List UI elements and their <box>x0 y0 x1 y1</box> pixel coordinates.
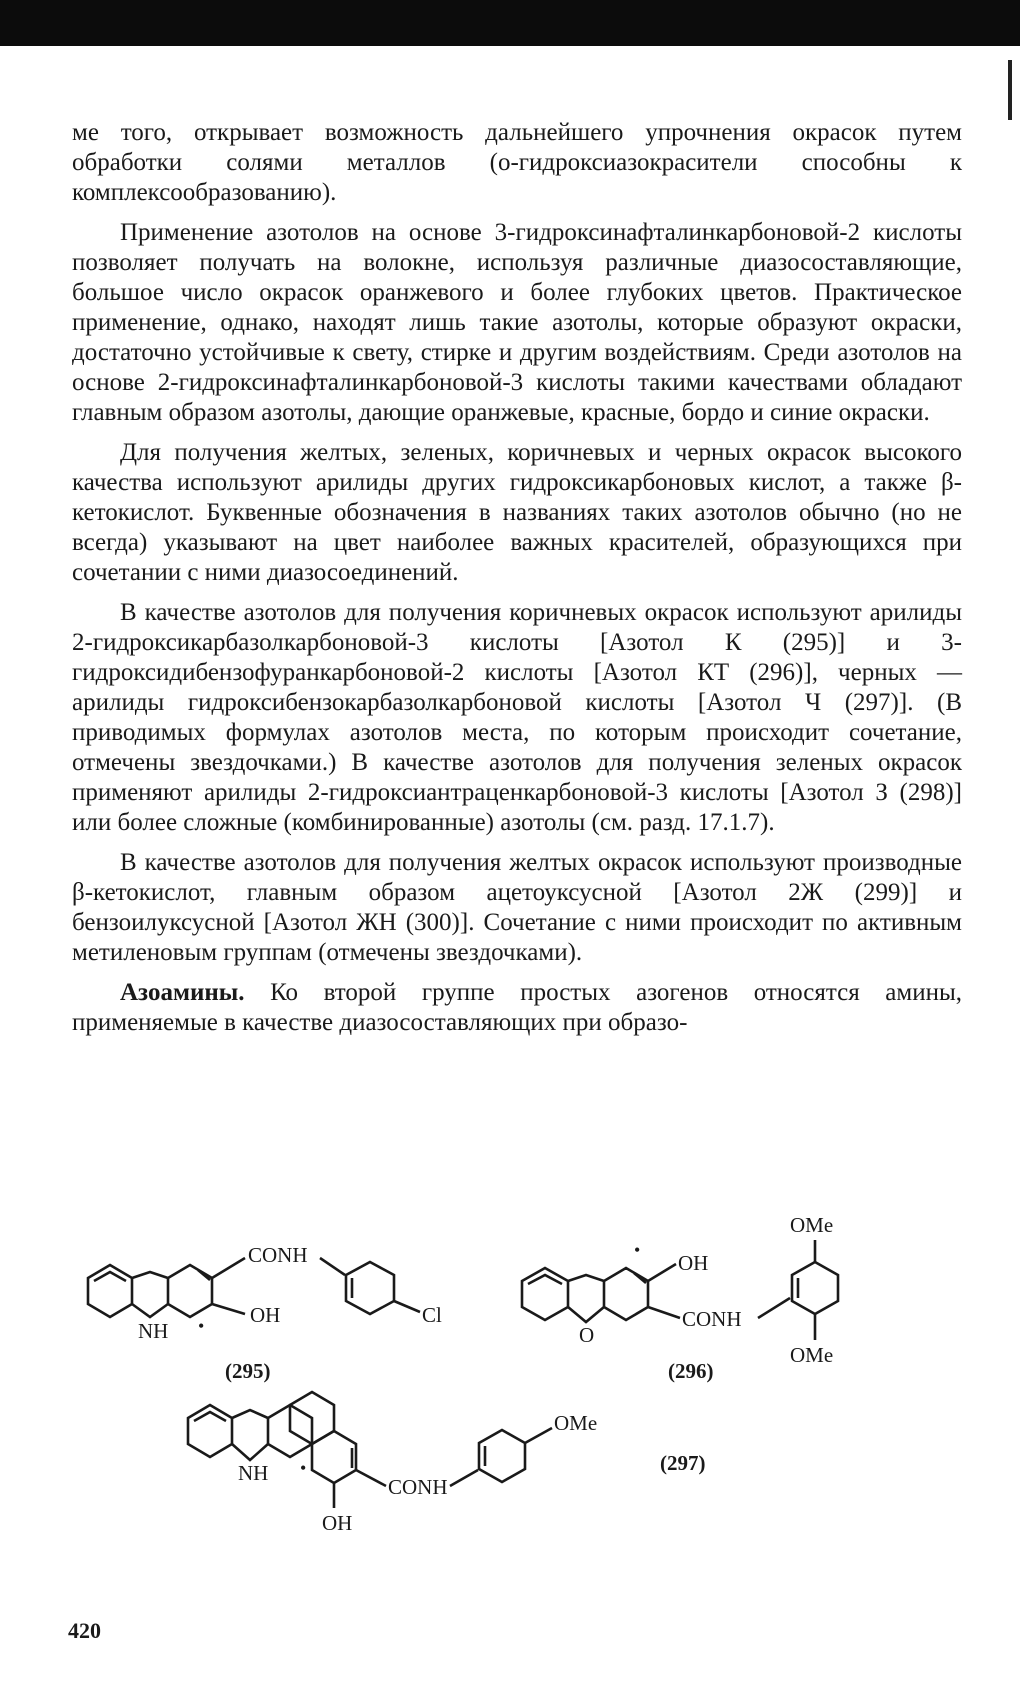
page-number: 420 <box>68 1618 101 1643</box>
paragraph-6 <box>72 978 962 1038</box>
bond <box>394 1301 420 1312</box>
ring-double-bond <box>94 1272 126 1281</box>
ome-label-bottom: OMe <box>790 1343 834 1367</box>
bond <box>568 1275 604 1281</box>
bond <box>648 1264 676 1281</box>
ring <box>312 1431 356 1483</box>
conh-label: CONH <box>388 1475 448 1499</box>
paragraph-1: ме того, открывает возможность дальнейшего упрочнения окрасок путем обработки солями металлов (о-гидроксиазокрасители способны к комплексообразованию). <box>72 119 962 206</box>
compound-label-296: (296) <box>668 1359 714 1383</box>
paragraph-6-text: Ко второй группе простых азогенов относятся амины, применяемые в качестве диазосоставляющих при образо- <box>72 979 962 1036</box>
oh-label: OH <box>678 1251 709 1275</box>
paragraph-5: В качестве азотолов для получения желтых окрасок используют производные β-кетокислот, главным образом ацетоуксусной [Азотол 2Ж (299)] и бензоилуксусной [Азотол ЖН (300)]. Сочетание с ними происходит по активным метиленовым группам (отмечены звездочками). <box>72 849 962 966</box>
page-body <box>72 118 962 1048</box>
bond <box>212 1304 245 1314</box>
nh-label: NH <box>138 1319 169 1343</box>
structure-297 <box>188 1392 552 1508</box>
bond <box>132 1272 168 1278</box>
nh-label: NH <box>238 1461 269 1485</box>
compound-label-297: (297) <box>660 1451 706 1475</box>
bond <box>758 1298 790 1318</box>
o-label: O <box>579 1323 595 1347</box>
bond <box>232 1444 268 1460</box>
paragraph-2: Применение азотолов на основе 3-гидроксинафталинкарбоновой-2 кислоты позволяет получать на волокне, используя различные диазосоставляющие, большое число окрасок оранжевого и более глубоких цветов. Практическое применение, однако, находят лишь такие азотолы, которые образуют окраски, достаточно устойчивые к свету, стирке и другим воздействиям. Среди азотолов на основе 2-гидроксинафталинкарбоновой-3 кислоты такими качествами обладают главным образом азотолы, дающие оранжевые, красные, бордо и синие окраски. <box>72 219 962 426</box>
bond <box>132 1304 168 1317</box>
ring-double-bond <box>528 1275 562 1284</box>
coupling-star: • <box>634 1240 641 1260</box>
bond <box>525 1428 552 1443</box>
oh-label: OH <box>250 1303 281 1327</box>
ring <box>604 1268 648 1320</box>
ome-label: OMe <box>554 1411 598 1435</box>
ring-double-bond <box>194 1412 226 1421</box>
bond <box>320 1258 345 1275</box>
ring <box>168 1265 212 1317</box>
conh-label: CONH <box>682 1307 742 1331</box>
paragraph-4: В качестве азотолов для получения коричневых окрасок используют арилиды 2-гидроксикарбазолкарбоновой-3 кислоты [Азотол К (295)] и 3-гидроксидибензофуранкарбоновой-2 кислоты [Азотол КТ (296)], черных — арилиды гидроксибензокарбазолкарбоновой кислоты [Азотол Ч (297)]. (В приводимых формулах азотолов места, по которым происходит сочетание, отмечены звездочками.) В качестве азотолов для получения зеленых окрасок применяют арилиды 2-гидроксиантраценкарбоновой-3 кислоты [Азотол З (298)] или более сложные (комбинированные) азотолы (см. разд. 17.1.7). <box>72 599 962 836</box>
structural-formulas <box>0 1180 1020 1620</box>
bond <box>232 1410 268 1418</box>
compound-label-295: (295) <box>225 1359 271 1383</box>
coupling-star: • <box>198 1316 205 1336</box>
conh-label: CONH <box>248 1243 308 1267</box>
ome-label-top: OMe <box>790 1213 834 1237</box>
coupling-star: • <box>300 1458 307 1478</box>
formulas-svg <box>0 1180 1020 1620</box>
bond <box>568 1307 604 1322</box>
structure-296-labels <box>579 1213 833 1383</box>
bond <box>356 1470 386 1486</box>
section-heading: Азоамины. <box>120 979 245 1006</box>
bond <box>450 1470 478 1486</box>
oh-label: OH <box>322 1511 353 1535</box>
bond <box>648 1307 680 1318</box>
scan-top-border <box>0 0 1020 46</box>
bond <box>212 1258 245 1278</box>
cl-label: Cl <box>422 1303 442 1327</box>
scan-edge-mark <box>1008 60 1012 120</box>
paragraph-3: Для получения желтых, зеленых, коричневых и черных окрасок высокого качества используют арилиды других гидроксикарбоновых кислот, а также β-кетокислот. Буквенные обозначения в названиях таких азотолов обычно (но не всегда) указывают на цвет наиболее важных красителей, образующихся при сочетании с ними диазосоединений. <box>72 439 962 586</box>
